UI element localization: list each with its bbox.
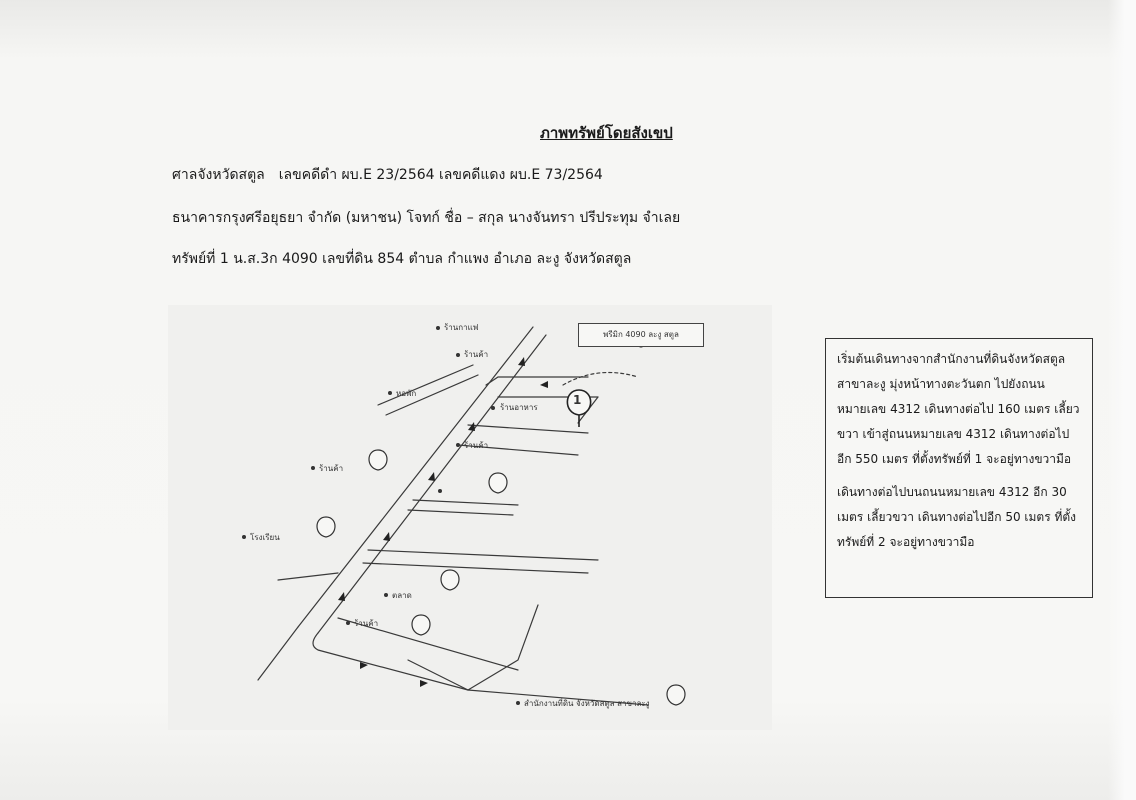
side-road-3 xyxy=(468,425,588,433)
map-label: ร้านค้า xyxy=(354,619,379,628)
side-road-5 xyxy=(413,500,518,505)
side-road-1 xyxy=(378,365,473,405)
directions-paragraph-1: เริ่มต้นเดินทางจากสำนักงานที่ดินจังหวัดสตูล สาขาละงู มุ่งหน้าทางตะวันตก ไปยังถนนหมายเลข 4312 เดินทางต่อไป 160 เมตร เลี้ยวขวา เข้าสู่ถนนหมายเลข 4312 เดินทางต่อไปอีก 550 เมตร ที่ตั้งทรัพย์ที่ 1 จะอยู่ทางขวามือ xyxy=(837,352,1080,466)
case-info-line xyxy=(172,164,617,186)
directions-box xyxy=(825,338,1093,598)
landmark-dots xyxy=(242,326,520,705)
landmark-pins xyxy=(317,327,685,705)
route-dotted xyxy=(563,373,638,386)
road-bottom xyxy=(313,633,468,690)
parties-line: ธนาคารกรุงศรีอยุธยา จำกัด (มหาชน) โจทก์ ชื่อ – สกุล นางจันทรา ปรีประทุม จำเลย xyxy=(172,210,681,226)
sketch-map xyxy=(168,305,772,730)
road-right-lower xyxy=(468,605,538,690)
directions-paragraph-2: เดินทางต่อไปบนถนนหมายเลข 4312 อีก 30 เมตร เลี้ยวขวา เดินทางต่อไปอีก 50 เมตร ที่ตั้งทรัพย์ที่ 2 จะอยู่ทางขวามือ xyxy=(837,485,1077,549)
map-label: หอพัก xyxy=(396,389,417,398)
court-name: ศาลจังหวัดสตูล xyxy=(172,167,265,183)
road-lower-left xyxy=(258,627,298,680)
map-label: ร้านค้า xyxy=(464,441,489,450)
case-numbers: เลขคดีดำ ผบ.E 23/2564 เลขคดีแดง ผบ.E 73/2564 xyxy=(278,167,603,183)
branch-road-upper xyxy=(486,377,588,385)
side-road-6 xyxy=(408,510,513,515)
main-road-edge-right xyxy=(318,335,546,633)
side-road-9 xyxy=(278,573,338,580)
map-drawing xyxy=(168,305,772,730)
map-label: ร้านอาหาร xyxy=(500,403,538,412)
side-road-8 xyxy=(363,563,588,573)
map-callout-box: พรีมิก 4090 ละงู สตูล xyxy=(578,323,704,347)
document-title: ภาพทรัพย์โดยสังเขป xyxy=(540,124,673,142)
map-label: ตลาด xyxy=(392,591,412,600)
map-label: ร้านค้า xyxy=(464,350,489,359)
property-marker-number: 1 xyxy=(573,393,582,407)
page-edge xyxy=(1108,0,1136,800)
map-label: ร้านค้า xyxy=(319,464,344,473)
map-label: โรงเรียน xyxy=(250,533,280,542)
side-road-7 xyxy=(368,550,598,560)
property-line: ทรัพย์ที่ 1 น.ส.3ก 4090 เลขที่ดิน 854 ตำบล กำแพง อำเภอ ละงู จังหวัดสตูล xyxy=(172,251,632,267)
road-bottom-mid xyxy=(408,660,468,690)
map-label: สำนักงานที่ดิน จังหวัดสตูล สาขาละงู xyxy=(524,699,650,708)
map-label: ร้านกาแฟ xyxy=(444,323,479,332)
